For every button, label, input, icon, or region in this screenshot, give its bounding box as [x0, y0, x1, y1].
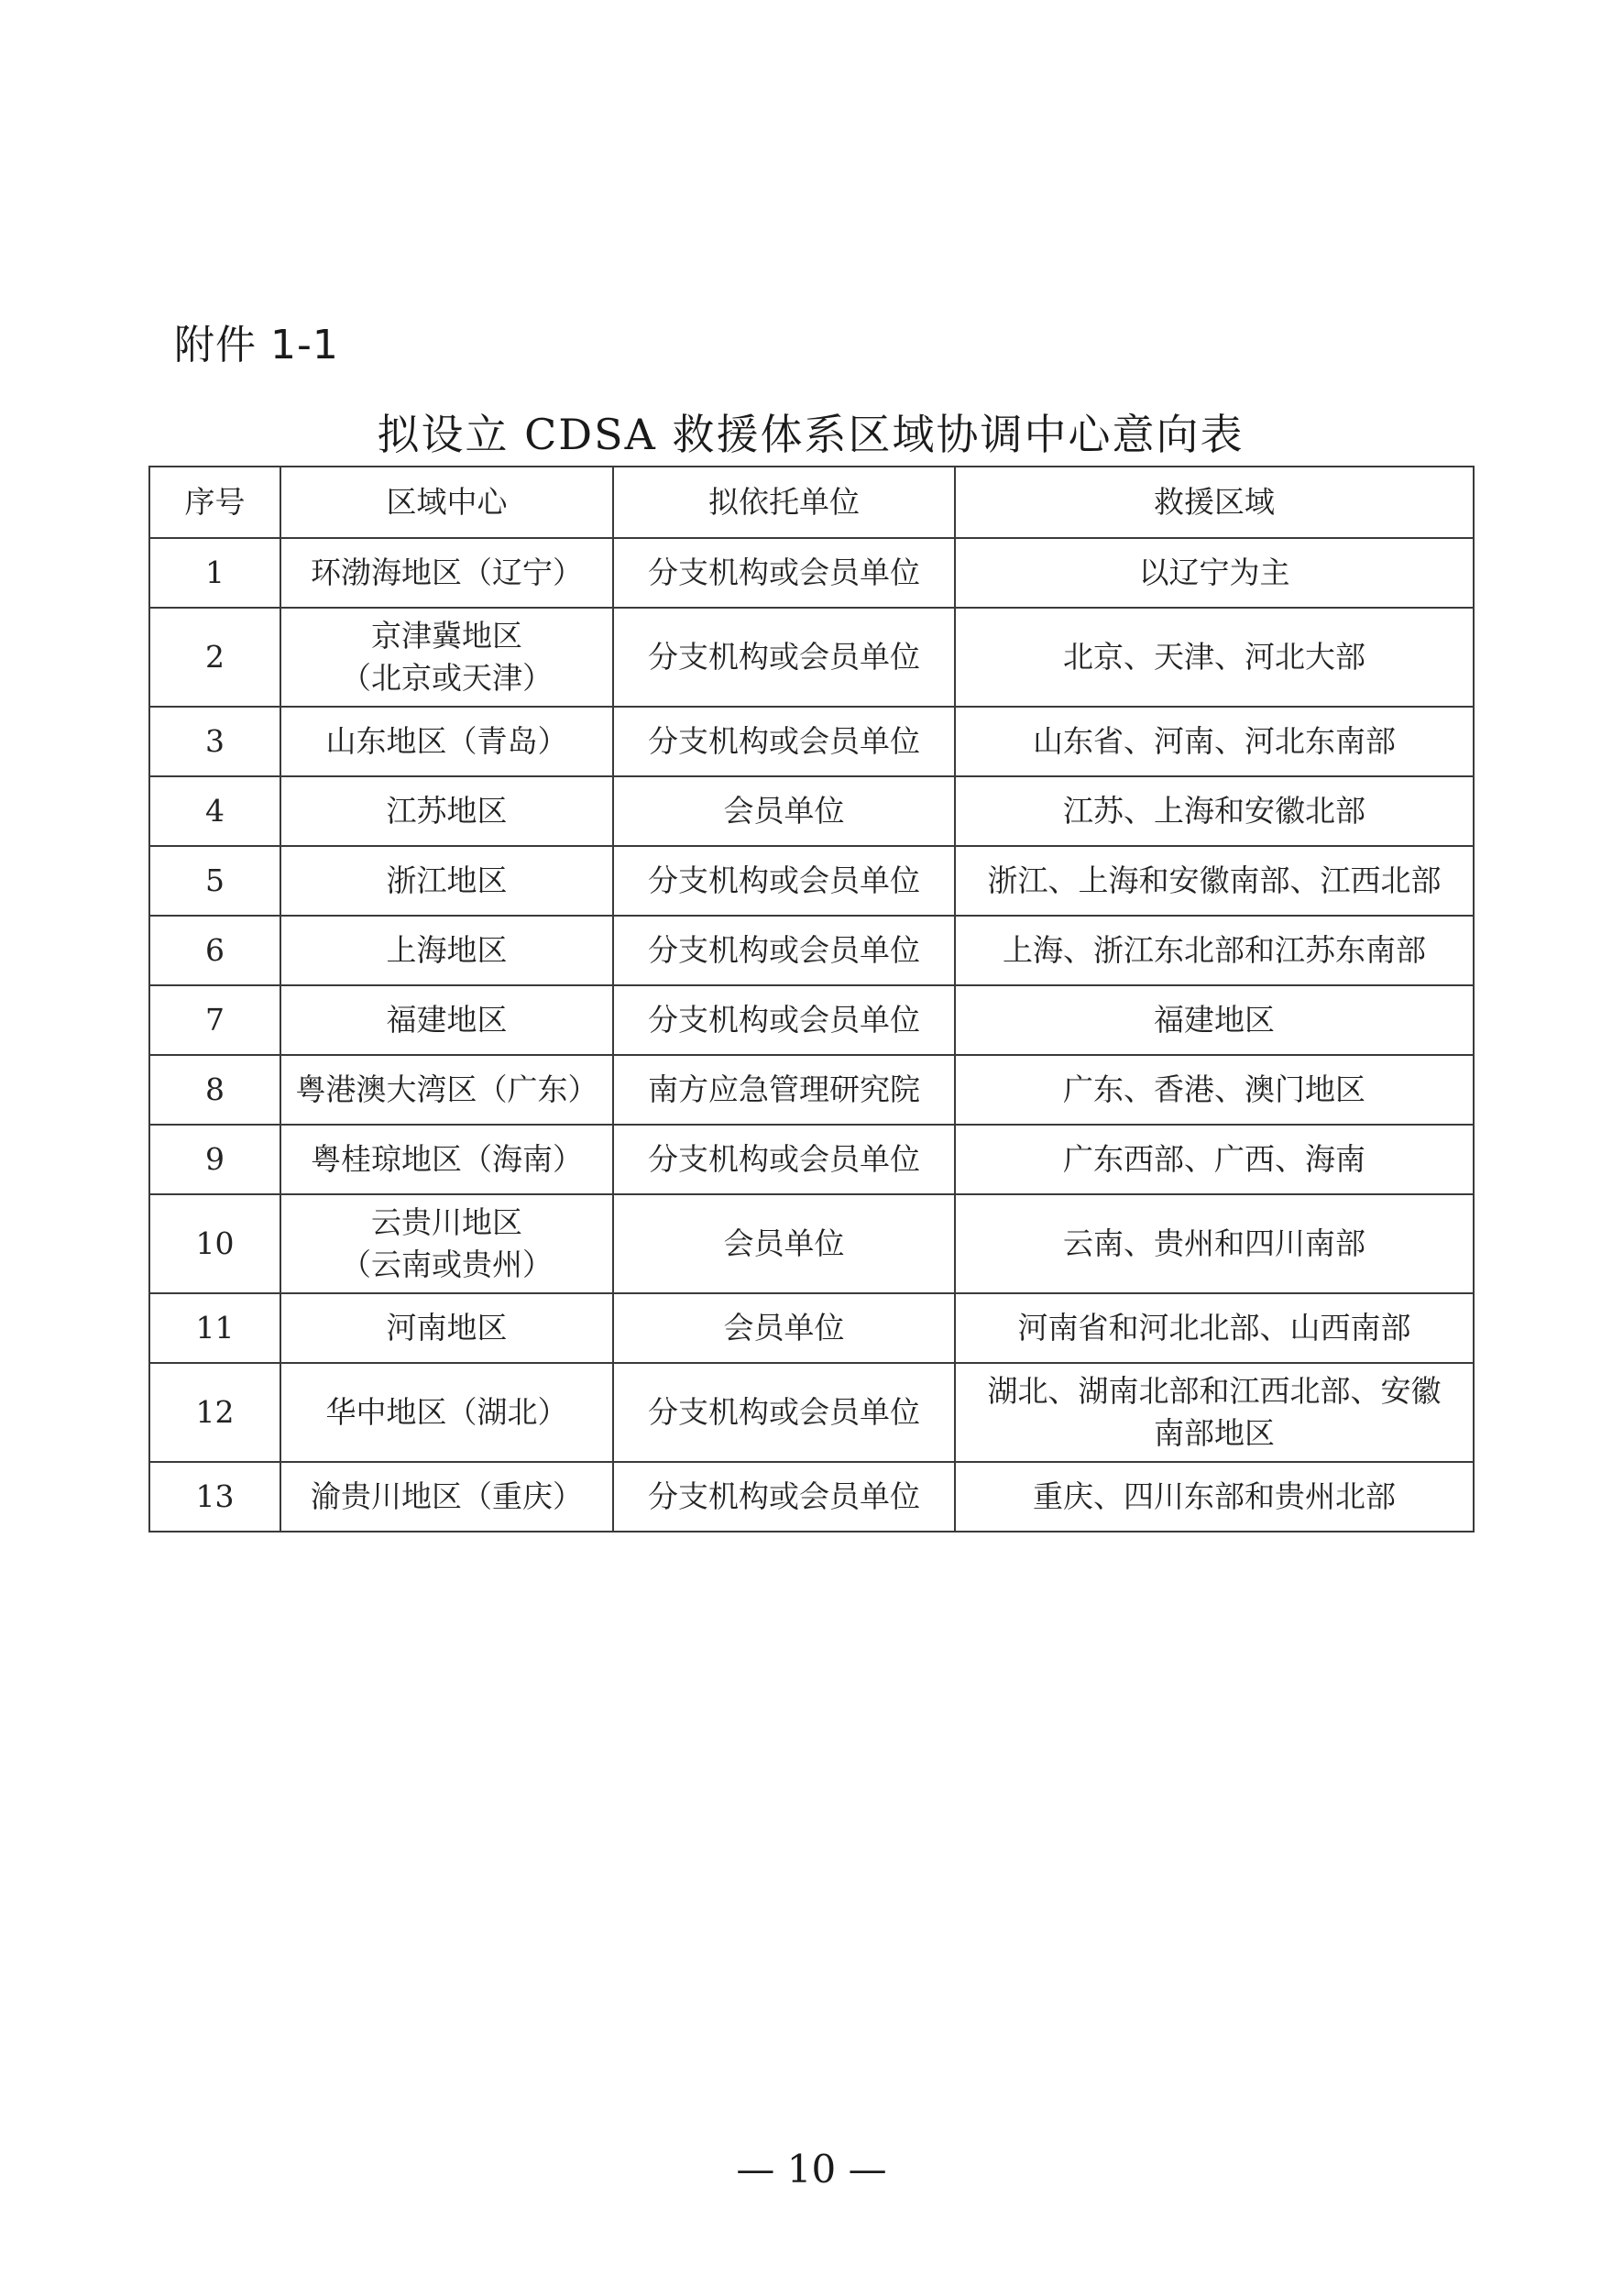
table-header-row [149, 467, 1474, 538]
cell-rescue-area [955, 916, 1474, 985]
cell-region-center [280, 776, 613, 846]
region-center-text: 江苏地区 [386, 793, 508, 829]
rescue-area-text: 广东西部、广西、海南 [1063, 1141, 1365, 1177]
cell-host-unit: 分支机构或会员单位 [613, 538, 955, 608]
cell-host-unit: 分支机构或会员单位 [613, 846, 955, 916]
rescue-area-text: 浙江、上海和安徽南部、江西北部 [987, 862, 1442, 898]
cell-rescue-area [955, 1125, 1474, 1194]
cell-index: 12 [149, 1363, 280, 1462]
region-center-text: 浙江地区 [386, 862, 508, 898]
cell-region-center [280, 1462, 613, 1532]
table-row [149, 1055, 1474, 1125]
table-row [149, 916, 1474, 985]
document-title: 拟设立 CDSA 救援体系区域协调中心意向表 [377, 410, 1245, 459]
region-center-text: 云贵川地区 [371, 1204, 522, 1240]
cell-region-center [280, 1125, 613, 1194]
table-body [149, 538, 1474, 1532]
cell-region-center [280, 846, 613, 916]
rescue-area-text: 广东、香港、澳门地区 [1063, 1071, 1365, 1107]
cell-index: 4 [149, 776, 280, 846]
region-center-text: 粤港澳大湾区（广东） [295, 1071, 598, 1107]
cell-rescue-area [955, 1194, 1474, 1293]
region-center-text: 京津冀地区 [371, 618, 522, 654]
cell-host-unit: 分支机构或会员单位 [613, 608, 955, 707]
cell-rescue-area [955, 846, 1474, 916]
cell-host-unit: 会员单位 [613, 1293, 955, 1363]
cell-region-center [280, 1055, 613, 1125]
header-rescue-area: 救援区域 [955, 467, 1474, 538]
cell-index: 2 [149, 608, 280, 707]
cell-index: 11 [149, 1293, 280, 1363]
rescue-area-text: 云南、贵州和四川南部 [1063, 1225, 1365, 1261]
cell-index: 5 [149, 846, 280, 916]
region-center-table [148, 466, 1475, 1532]
region-center-text: 上海地区 [386, 932, 508, 968]
region-center-text: 山东地区（青岛） [325, 723, 568, 759]
cell-index: 1 [149, 538, 280, 608]
table-row [149, 985, 1474, 1055]
header-index: 序号 [149, 467, 280, 538]
table-row [149, 707, 1474, 776]
table-row [149, 1462, 1474, 1532]
table-row [149, 538, 1474, 608]
page-number: — 10 — [736, 2147, 887, 2192]
cell-region-center [280, 985, 613, 1055]
cell-region-center [280, 707, 613, 776]
cell-host-unit: 分支机构或会员单位 [613, 707, 955, 776]
cell-index: 7 [149, 985, 280, 1055]
cell-index: 10 [149, 1194, 280, 1293]
rescue-area-text: 河南省和河北北部、山西南部 [1017, 1310, 1411, 1346]
table-row [149, 1125, 1474, 1194]
table-row [149, 1293, 1474, 1363]
cell-rescue-area [955, 1462, 1474, 1532]
cell-region-center [280, 916, 613, 985]
cell-region-center [280, 1194, 613, 1293]
cell-region-center [280, 538, 613, 608]
cell-index: 9 [149, 1125, 280, 1194]
region-center-text: 河南地区 [386, 1310, 508, 1346]
region-center-text: 福建地区 [386, 1002, 508, 1038]
cell-host-unit: 分支机构或会员单位 [613, 916, 955, 985]
header-region-center: 区域中心 [280, 467, 613, 538]
cell-region-center [280, 1293, 613, 1363]
table-row [149, 846, 1474, 916]
table-row [149, 1363, 1474, 1462]
table-row [149, 608, 1474, 707]
cell-host-unit: 分支机构或会员单位 [613, 1125, 955, 1194]
rescue-area-text: 江苏、上海和安徽北部 [1063, 793, 1365, 829]
attachment-label: 附件 1-1 [174, 322, 339, 368]
region-center-text: 华中地区（湖北） [325, 1394, 568, 1430]
rescue-area-text: 南部地区 [1154, 1415, 1275, 1451]
cell-rescue-area [955, 1293, 1474, 1363]
table-row [149, 776, 1474, 846]
cell-rescue-area [955, 985, 1474, 1055]
cell-host-unit: 分支机构或会员单位 [613, 1462, 955, 1532]
region-center-text: 粤桂琼地区（海南） [311, 1141, 583, 1177]
rescue-area-text: 以辽宁为主 [1138, 555, 1290, 590]
rescue-area-text: 山东省、河南、河北东南部 [1033, 723, 1396, 759]
cell-host-unit: 分支机构或会员单位 [613, 1363, 955, 1462]
rescue-area-text: 上海、浙江东北部和江苏东南部 [1003, 932, 1426, 968]
rescue-area-text: 重庆、四川东部和贵州北部 [1033, 1478, 1396, 1514]
cell-index: 13 [149, 1462, 280, 1532]
cell-index: 8 [149, 1055, 280, 1125]
cell-rescue-area [955, 776, 1474, 846]
cell-host-unit: 分支机构或会员单位 [613, 985, 955, 1055]
cell-index: 6 [149, 916, 280, 985]
cell-rescue-area [955, 707, 1474, 776]
region-center-text: 渝贵川地区（重庆） [311, 1478, 583, 1514]
cell-rescue-area [955, 608, 1474, 707]
cell-region-center [280, 608, 613, 707]
rescue-area-text: 湖北、湖南北部和江西北部、安徽 [987, 1373, 1442, 1409]
cell-rescue-area [955, 538, 1474, 608]
cell-region-center [280, 1363, 613, 1462]
rescue-area-text: 福建地区 [1154, 1002, 1275, 1038]
cell-host-unit: 南方应急管理研究院 [613, 1055, 955, 1125]
region-center-text: 环渤海地区（辽宁） [311, 555, 583, 590]
cell-rescue-area [955, 1363, 1474, 1462]
cell-host-unit: 会员单位 [613, 1194, 955, 1293]
cell-index: 3 [149, 707, 280, 776]
region-center-text: （云南或贵州） [341, 1247, 553, 1282]
rescue-area-text: 北京、天津、河北大部 [1063, 639, 1365, 675]
cell-rescue-area [955, 1055, 1474, 1125]
header-host-unit: 拟依托单位 [613, 467, 955, 538]
region-center-text: （北京或天津） [341, 660, 553, 696]
table-row [149, 1194, 1474, 1293]
cell-host-unit: 会员单位 [613, 776, 955, 846]
